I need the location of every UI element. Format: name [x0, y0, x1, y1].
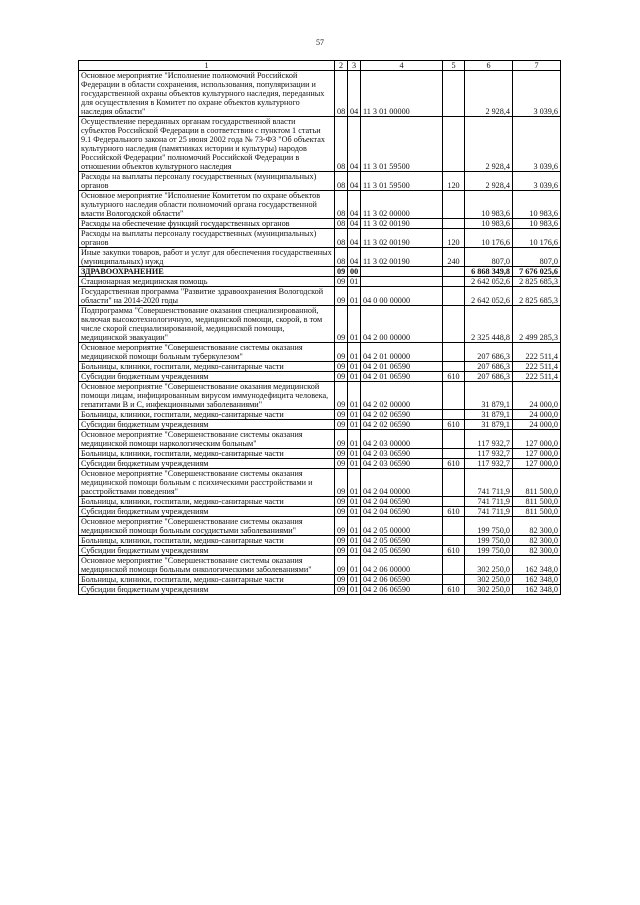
amount-year-2: 3 039,6 [513, 71, 561, 117]
amount-year-2: 3 039,6 [513, 172, 561, 191]
row-name: Основное мероприятие "Исполнение полномочий Российской Федерации в области сохранения, использования, популяризации и государственной охраны объектов культурного наследия, переданных для осуществления в Комитет по охране объектов культурного наследия области" [79, 71, 335, 117]
amount-year-2: 127 000,0 [513, 430, 561, 449]
header-row [79, 61, 561, 71]
row-name: Субсидии бюджетным учреждениям [79, 420, 335, 430]
section-code: 08 [335, 172, 348, 191]
table-row [79, 507, 561, 517]
subsection-code: 01 [348, 343, 361, 362]
table-row [79, 517, 561, 536]
subsection-code: 01 [348, 430, 361, 449]
subsection-code: 01 [348, 546, 361, 556]
row-name: ЗДРАВООХРАНЕНИЕ [79, 267, 335, 277]
subsection-code: 04 [348, 71, 361, 117]
target-article-code: 04 2 06 06590 [361, 585, 443, 595]
amount-year-2: 24 000,0 [513, 420, 561, 430]
amount-year-2: 7 676 025,6 [513, 267, 561, 277]
amount-year-1: 31 879,1 [465, 382, 513, 410]
amount-year-1: 10 176,6 [465, 229, 513, 248]
section-code: 09 [335, 546, 348, 556]
row-name: Осуществление переданных органам государственной власти субъектов Российской Федерации в соответствии с пунктом 1 статьи 9.1 Федерального закона от 25 июня 2002 года № 73-ФЗ "Об объектах культурного наследия (памятниках истории и культуры) народов Российской Федерации" полномочий Российской Федерации в отношении объектов культурного наследия [79, 117, 335, 172]
column-header: 1 [79, 61, 335, 71]
amount-year-1: 302 250,0 [465, 585, 513, 595]
table-row [79, 420, 561, 430]
target-article-code [361, 267, 443, 277]
expense-type-code [443, 343, 465, 362]
target-article-code: 04 2 04 06590 [361, 497, 443, 507]
table-row [79, 71, 561, 117]
subsection-code: 01 [348, 420, 361, 430]
row-name: Основное мероприятие "Совершенствование системы оказания медицинской помощи больным онкологическими заболеваниями" [79, 556, 335, 575]
amount-year-2: 807,0 [513, 248, 561, 267]
target-article-code: 04 2 02 00000 [361, 382, 443, 410]
target-article-code: 04 2 03 00000 [361, 430, 443, 449]
expense-type-code [443, 517, 465, 536]
amount-year-1: 10 983,6 [465, 219, 513, 229]
subsection-code: 01 [348, 507, 361, 517]
subsection-code: 01 [348, 459, 361, 469]
expense-type-code [443, 430, 465, 449]
amount-year-1: 10 983,6 [465, 191, 513, 219]
expense-type-code: 610 [443, 507, 465, 517]
section-code: 09 [335, 430, 348, 449]
section-code: 09 [335, 585, 348, 595]
row-name: Больницы, клиники, госпитали, медико-санитарные части [79, 497, 335, 507]
amount-year-1: 207 686,3 [465, 372, 513, 382]
target-article-code: 04 2 00 00000 [361, 306, 443, 343]
amount-year-2: 811 500,0 [513, 497, 561, 507]
subsection-code: 04 [348, 172, 361, 191]
expense-type-code: 240 [443, 248, 465, 267]
target-article-code: 11 3 02 00190 [361, 219, 443, 229]
amount-year-1: 31 879,1 [465, 410, 513, 420]
target-article-code: 04 2 03 06590 [361, 459, 443, 469]
target-article-code: 04 2 02 06590 [361, 420, 443, 430]
section-code: 09 [335, 556, 348, 575]
subsection-code: 01 [348, 469, 361, 497]
expense-type-code: 610 [443, 585, 465, 595]
expense-type-code [443, 117, 465, 172]
target-article-code: 11 3 02 00190 [361, 248, 443, 267]
expense-type-code [443, 219, 465, 229]
row-name: Больницы, клиники, госпитали, медико-санитарные части [79, 575, 335, 585]
row-name: Иные закупки товаров, работ и услуг для обеспечения государственных (муниципальных) нужд [79, 248, 335, 267]
amount-year-1: 2 928,4 [465, 117, 513, 172]
row-name: Основное мероприятие "Совершенствование системы оказания медицинской помощи больным с психическими расстройствами и расстройствами поведения" [79, 469, 335, 497]
table-row [79, 172, 561, 191]
amount-year-2: 811 500,0 [513, 507, 561, 517]
target-article-code [361, 277, 443, 287]
row-name: Стационарная медицинская помощь [79, 277, 335, 287]
row-name: Расходы на обеспечение функций государственных органов [79, 219, 335, 229]
subsection-code: 01 [348, 449, 361, 459]
row-name: Субсидии бюджетным учреждениям [79, 585, 335, 595]
section-code: 08 [335, 219, 348, 229]
subsection-code: 01 [348, 372, 361, 382]
subsection-code: 01 [348, 362, 361, 372]
section-code: 09 [335, 507, 348, 517]
row-name: Субсидии бюджетным учреждениям [79, 459, 335, 469]
row-name: Субсидии бюджетным учреждениям [79, 546, 335, 556]
table-row [79, 556, 561, 575]
table-row [79, 469, 561, 497]
amount-year-2: 24 000,0 [513, 382, 561, 410]
amount-year-2: 3 039,6 [513, 117, 561, 172]
amount-year-2: 82 300,0 [513, 546, 561, 556]
column-header: 5 [443, 61, 465, 71]
target-article-code: 04 2 01 06590 [361, 372, 443, 382]
section-code: 09 [335, 449, 348, 459]
expense-type-code [443, 449, 465, 459]
page-number: 57 [316, 38, 324, 47]
amount-year-1: 207 686,3 [465, 362, 513, 372]
amount-year-1: 2 642 052,6 [465, 287, 513, 306]
amount-year-1: 199 750,0 [465, 536, 513, 546]
column-header: 7 [513, 61, 561, 71]
expense-type-code [443, 277, 465, 287]
subsection-code: 04 [348, 191, 361, 219]
subsection-code: 01 [348, 575, 361, 585]
column-header: 2 [335, 61, 348, 71]
amount-year-2: 127 000,0 [513, 449, 561, 459]
target-article-code: 04 2 06 06590 [361, 575, 443, 585]
column-header: 3 [348, 61, 361, 71]
subsection-code: 01 [348, 536, 361, 546]
section-code: 09 [335, 372, 348, 382]
amount-year-2: 10 983,6 [513, 191, 561, 219]
expense-type-code: 120 [443, 172, 465, 191]
section-code: 09 [335, 287, 348, 306]
subsection-code: 01 [348, 556, 361, 575]
table-row [79, 430, 561, 449]
table-row [79, 117, 561, 172]
amount-year-2: 811 500,0 [513, 469, 561, 497]
section-code: 09 [335, 497, 348, 507]
target-article-code: 11 3 02 00000 [361, 191, 443, 219]
amount-year-2: 10 176,6 [513, 229, 561, 248]
amount-year-2: 127 000,0 [513, 459, 561, 469]
column-header: 6 [465, 61, 513, 71]
amount-year-1: 741 711,9 [465, 507, 513, 517]
subsection-code: 04 [348, 229, 361, 248]
table-body [79, 71, 561, 595]
table-row [79, 449, 561, 459]
amount-year-2: 24 000,0 [513, 410, 561, 420]
row-name: Больницы, клиники, госпитали, медико-санитарные части [79, 362, 335, 372]
row-name: Основное мероприятие "Совершенствование системы оказания медицинской помощи наркологическим больным" [79, 430, 335, 449]
target-article-code: 11 3 02 00190 [361, 229, 443, 248]
table-row [79, 362, 561, 372]
subsection-code: 01 [348, 287, 361, 306]
expense-type-code [443, 362, 465, 372]
amount-year-2: 162 348,0 [513, 556, 561, 575]
expense-type-code: 120 [443, 229, 465, 248]
section-code: 09 [335, 267, 348, 277]
target-article-code: 04 2 01 06590 [361, 362, 443, 372]
section-code: 08 [335, 248, 348, 267]
expense-type-code [443, 306, 465, 343]
amount-year-2: 2 825 685,3 [513, 277, 561, 287]
section-code: 09 [335, 306, 348, 343]
table-row [79, 277, 561, 287]
subsection-code: 00 [348, 267, 361, 277]
amount-year-2: 10 983,6 [513, 219, 561, 229]
row-name: Субсидии бюджетным учреждениям [79, 507, 335, 517]
expense-type-code [443, 497, 465, 507]
subsection-code: 01 [348, 306, 361, 343]
target-article-code: 04 2 05 06590 [361, 546, 443, 556]
row-name: Больницы, клиники, госпитали, медико-санитарные части [79, 410, 335, 420]
row-name: Основное мероприятие "Совершенствование оказания медицинской помощи лицам, инфицированным вирусом иммунодефицита человека, гепатитами В и С, инфекционными заболеваниями" [79, 382, 335, 410]
section-code: 08 [335, 117, 348, 172]
table-row [79, 585, 561, 595]
expense-type-code [443, 71, 465, 117]
row-name: Государственная программа "Развитие здравоохранения Вологодской области" на 2014-2020 годы [79, 287, 335, 306]
section-code: 09 [335, 536, 348, 546]
amount-year-1: 117 932,7 [465, 449, 513, 459]
amount-year-2: 82 300,0 [513, 536, 561, 546]
target-article-code: 04 2 06 00000 [361, 556, 443, 575]
row-name: Больницы, клиники, госпитали, медико-санитарные части [79, 449, 335, 459]
section-code: 09 [335, 343, 348, 362]
amount-year-2: 222 511,4 [513, 362, 561, 372]
section-code: 09 [335, 420, 348, 430]
amount-year-1: 199 750,0 [465, 546, 513, 556]
amount-year-2: 162 348,0 [513, 585, 561, 595]
section-code: 08 [335, 191, 348, 219]
table-row [79, 372, 561, 382]
amount-year-2: 162 348,0 [513, 575, 561, 585]
subsection-code: 01 [348, 517, 361, 536]
amount-year-1: 2 928,4 [465, 172, 513, 191]
amount-year-1: 302 250,0 [465, 556, 513, 575]
subsection-code: 04 [348, 248, 361, 267]
row-name: Расходы на выплаты персоналу государственных (муниципальных) органов [79, 229, 335, 248]
target-article-code: 04 0 00 00000 [361, 287, 443, 306]
table-row [79, 306, 561, 343]
subsection-code: 01 [348, 382, 361, 410]
expense-type-code [443, 267, 465, 277]
expense-type-code [443, 469, 465, 497]
expense-type-code [443, 556, 465, 575]
target-article-code: 04 2 05 06590 [361, 536, 443, 546]
section-code: 08 [335, 229, 348, 248]
amount-year-2: 222 511,4 [513, 343, 561, 362]
section-code: 09 [335, 575, 348, 585]
expense-type-code [443, 287, 465, 306]
target-article-code: 04 2 05 00000 [361, 517, 443, 536]
expense-type-code [443, 410, 465, 420]
amount-year-1: 199 750,0 [465, 517, 513, 536]
section-code: 09 [335, 277, 348, 287]
expense-type-code [443, 575, 465, 585]
target-article-code: 04 2 04 06590 [361, 507, 443, 517]
row-name: Основное мероприятие "Совершенствование системы оказания медицинской помощи больным туберкулезом" [79, 343, 335, 362]
amount-year-1: 2 325 448,8 [465, 306, 513, 343]
row-name: Основное мероприятие "Исполнение Комитетом по охране объектов культурного наследия области полномочий органа государственной власти Вологодской области" [79, 191, 335, 219]
subsection-code: 01 [348, 585, 361, 595]
subsection-code: 04 [348, 117, 361, 172]
expense-type-code: 610 [443, 459, 465, 469]
amount-year-1: 2 642 052,6 [465, 277, 513, 287]
subsection-code: 04 [348, 219, 361, 229]
table-row [79, 267, 561, 277]
target-article-code: 04 2 02 06590 [361, 410, 443, 420]
amount-year-2: 222 511,4 [513, 372, 561, 382]
amount-year-2: 2 499 285,3 [513, 306, 561, 343]
budget-table [78, 60, 561, 595]
section-code: 09 [335, 517, 348, 536]
expense-type-code [443, 536, 465, 546]
target-article-code: 04 2 04 00000 [361, 469, 443, 497]
amount-year-1: 6 868 349,8 [465, 267, 513, 277]
column-header: 4 [361, 61, 443, 71]
section-code: 09 [335, 410, 348, 420]
row-name: Основное мероприятие "Совершенствование системы оказания медицинской помощи больным сосудистыми заболеваниями" [79, 517, 335, 536]
subsection-code: 01 [348, 497, 361, 507]
expense-type-code [443, 382, 465, 410]
section-code: 08 [335, 71, 348, 117]
amount-year-1: 207 686,3 [465, 343, 513, 362]
table-row [79, 575, 561, 585]
table-row [79, 536, 561, 546]
table-row [79, 546, 561, 556]
section-code: 09 [335, 382, 348, 410]
amount-year-1: 117 932,7 [465, 459, 513, 469]
amount-year-1: 741 711,9 [465, 497, 513, 507]
expense-type-code: 610 [443, 372, 465, 382]
expense-type-code: 610 [443, 420, 465, 430]
amount-year-1: 117 932,7 [465, 430, 513, 449]
table-row [79, 343, 561, 362]
table-row [79, 229, 561, 248]
table-row [79, 219, 561, 229]
amount-year-1: 31 879,1 [465, 420, 513, 430]
table-row [79, 382, 561, 410]
amount-year-1: 807,0 [465, 248, 513, 267]
table-row [79, 410, 561, 420]
row-name: Субсидии бюджетным учреждениям [79, 372, 335, 382]
expense-type-code [443, 191, 465, 219]
section-code: 09 [335, 459, 348, 469]
table-row [79, 497, 561, 507]
table-row [79, 459, 561, 469]
target-article-code: 04 2 03 06590 [361, 449, 443, 459]
amount-year-1: 302 250,0 [465, 575, 513, 585]
amount-year-1: 2 928,4 [465, 71, 513, 117]
target-article-code: 04 2 01 00000 [361, 343, 443, 362]
table-row [79, 191, 561, 219]
section-code: 09 [335, 469, 348, 497]
subsection-code: 01 [348, 277, 361, 287]
target-article-code: 11 3 01 00000 [361, 71, 443, 117]
row-name: Больницы, клиники, госпитали, медико-санитарные части [79, 536, 335, 546]
table-row [79, 287, 561, 306]
section-code: 09 [335, 362, 348, 372]
target-article-code: 11 3 01 59500 [361, 117, 443, 172]
row-name: Подпрограмма "Совершенствование оказания специализированной, включая высокотехнологичную, медицинской помощи, скорой, в том числе скорой специализированной, медицинской помощи, медицинской эвакуации" [79, 306, 335, 343]
target-article-code: 11 3 01 59500 [361, 172, 443, 191]
table-row [79, 248, 561, 267]
amount-year-2: 82 300,0 [513, 517, 561, 536]
subsection-code: 01 [348, 410, 361, 420]
amount-year-1: 741 711,9 [465, 469, 513, 497]
amount-year-2: 2 825 685,3 [513, 287, 561, 306]
row-name: Расходы на выплаты персоналу государственных (муниципальных) органов [79, 172, 335, 191]
expense-type-code: 610 [443, 546, 465, 556]
